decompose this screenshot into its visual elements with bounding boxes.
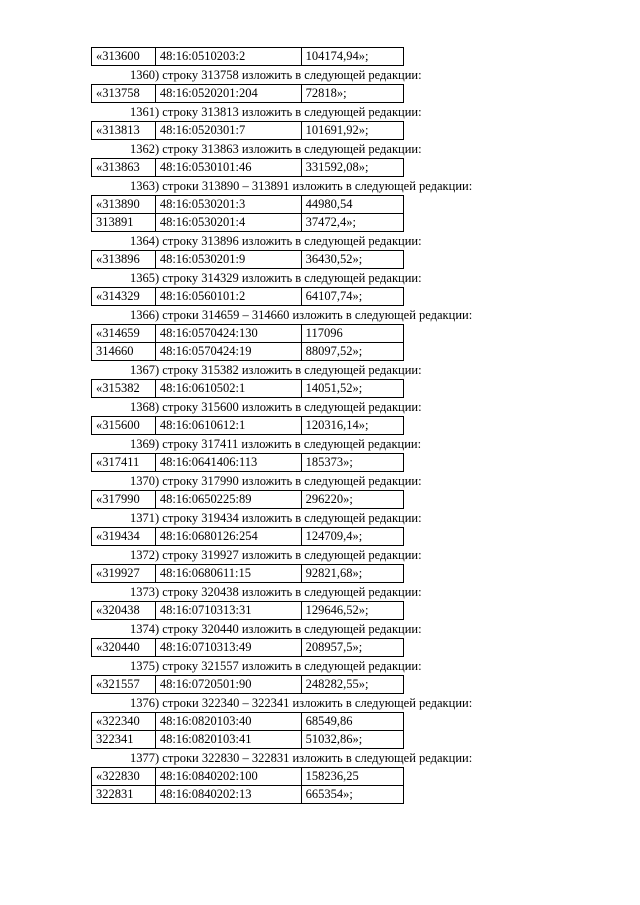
row-number-cell: «317411 (92, 454, 156, 472)
value-cell: 104174,94»; (301, 48, 403, 66)
cadastral-number-cell: 48:16:0520201:204 (155, 85, 301, 103)
table-row (92, 196, 404, 214)
register-table (91, 195, 404, 232)
cadastral-number-cell: 48:16:0530201:9 (155, 251, 301, 269)
table-row (92, 85, 404, 103)
row-number-cell: «313890 (92, 196, 156, 214)
value-cell: 14051,52»; (301, 380, 403, 398)
amendment-paragraph: 1367) строку 315382 изложить в следующей редакции: (130, 363, 422, 377)
row-number-cell: «322340 (92, 713, 156, 731)
table-row (92, 214, 404, 232)
cadastral-number-cell: 48:16:0680126:254 (155, 528, 301, 546)
cadastral-number-cell: 48:16:0530201:3 (155, 196, 301, 214)
value-cell: 185373»; (301, 454, 403, 472)
cadastral-number-cell: 48:16:0610612:1 (155, 417, 301, 435)
register-table (91, 84, 404, 103)
value-cell: 36430,52»; (301, 251, 403, 269)
amendment-paragraph: 1370) строку 317990 изложить в следующей редакции: (130, 474, 422, 488)
amendment-paragraph: 1375) строку 321557 изложить в следующей редакции: (130, 659, 422, 673)
row-number-cell: «314659 (92, 325, 156, 343)
row-number-cell: «315382 (92, 380, 156, 398)
amendment-paragraph: 1362) строку 313863 изложить в следующей редакции: (130, 142, 422, 156)
cadastral-number-cell: 48:16:0820103:40 (155, 713, 301, 731)
row-number-cell: 322831 (92, 786, 156, 804)
row-number-cell: «315600 (92, 417, 156, 435)
value-cell: 158236,25 (301, 768, 403, 786)
table-row (92, 713, 404, 731)
register-table (91, 379, 404, 398)
value-cell: 248282,55»; (301, 676, 403, 694)
table-row (92, 343, 404, 361)
value-cell: 37472,4»; (301, 214, 403, 232)
table-row (92, 380, 404, 398)
cadastral-number-cell: 48:16:0520301:7 (155, 122, 301, 140)
cadastral-number-cell: 48:16:0710313:49 (155, 639, 301, 657)
table-row (92, 731, 404, 749)
row-number-cell: «320438 (92, 602, 156, 620)
value-cell: 88097,52»; (301, 343, 403, 361)
amendment-paragraph: 1371) строку 319434 изложить в следующей редакции: (130, 511, 422, 525)
row-number-cell: 322341 (92, 731, 156, 749)
table-row (92, 676, 404, 694)
cadastral-number-cell: 48:16:0840202:100 (155, 768, 301, 786)
amendment-paragraph: 1364) строку 313896 изложить в следующей редакции: (130, 234, 422, 248)
table-row (92, 602, 404, 620)
cadastral-number-cell: 48:16:0650225:89 (155, 491, 301, 509)
amendment-paragraph: 1373) строку 320438 изложить в следующей редакции: (130, 585, 422, 599)
table-row (92, 768, 404, 786)
cadastral-number-cell: 48:16:0710313:31 (155, 602, 301, 620)
register-table (91, 638, 404, 657)
row-number-cell: «319434 (92, 528, 156, 546)
register-table (91, 324, 404, 361)
value-cell: 92821,68»; (301, 565, 403, 583)
row-number-cell: «313863 (92, 159, 156, 177)
row-number-cell: 313891 (92, 214, 156, 232)
amendment-paragraph: 1365) строку 314329 изложить в следующей редакции: (130, 271, 422, 285)
cadastral-number-cell: 48:16:0530101:46 (155, 159, 301, 177)
value-cell: 120316,14»; (301, 417, 403, 435)
register-table (91, 453, 404, 472)
cadastral-number-cell: 48:16:0680611:15 (155, 565, 301, 583)
amendment-paragraph: 1360) строку 313758 изложить в следующей редакции: (130, 68, 422, 82)
row-number-cell: «322830 (92, 768, 156, 786)
register-table (91, 416, 404, 435)
cadastral-number-cell: 48:16:0820103:41 (155, 731, 301, 749)
cadastral-number-cell: 48:16:0720501:90 (155, 676, 301, 694)
register-table (91, 675, 404, 694)
register-table (91, 712, 404, 749)
amendment-paragraph: 1368) строку 315600 изложить в следующей редакции: (130, 400, 422, 414)
row-number-cell: «321557 (92, 676, 156, 694)
register-table (91, 121, 404, 140)
row-number-cell: «319927 (92, 565, 156, 583)
amendment-paragraph: 1366) строки 314659 – 314660 изложить в следующей редакции: (130, 308, 473, 322)
value-cell: 101691,92»; (301, 122, 403, 140)
register-table (91, 601, 404, 620)
table-row (92, 288, 404, 306)
table-row (92, 491, 404, 509)
table-row (92, 528, 404, 546)
row-number-cell: 314660 (92, 343, 156, 361)
table-row (92, 786, 404, 804)
value-cell: 129646,52»; (301, 602, 403, 620)
amendment-paragraph: 1376) строки 322340 – 322341 изложить в следующей редакции: (130, 696, 473, 710)
row-number-cell: «313896 (92, 251, 156, 269)
value-cell: 44980,54 (301, 196, 403, 214)
value-cell: 64107,74»; (301, 288, 403, 306)
row-number-cell: «314329 (92, 288, 156, 306)
row-number-cell: «313813 (92, 122, 156, 140)
register-table (91, 287, 404, 306)
value-cell: 331592,08»; (301, 159, 403, 177)
value-cell: 51032,86»; (301, 731, 403, 749)
amendment-paragraph: 1363) строки 313890 – 313891 изложить в следующей редакции: (130, 179, 473, 193)
row-number-cell: «313600 (92, 48, 156, 66)
table-row (92, 122, 404, 140)
cadastral-number-cell: 48:16:0530201:4 (155, 214, 301, 232)
table-row (92, 325, 404, 343)
cadastral-number-cell: 48:16:0570424:19 (155, 343, 301, 361)
amendment-paragraph: 1377) строки 322830 – 322831 изложить в следующей редакции: (130, 751, 473, 765)
table-row (92, 159, 404, 177)
row-number-cell: «313758 (92, 85, 156, 103)
value-cell: 117096 (301, 325, 403, 343)
cadastral-number-cell: 48:16:0610502:1 (155, 380, 301, 398)
table-row (92, 454, 404, 472)
table-row (92, 639, 404, 657)
register-table (91, 490, 404, 509)
cadastral-number-cell: 48:16:0570424:130 (155, 325, 301, 343)
register-table (91, 767, 404, 804)
value-cell: 72818»; (301, 85, 403, 103)
cadastral-number-cell: 48:16:0641406:113 (155, 454, 301, 472)
register-table (91, 250, 404, 269)
row-number-cell: «320440 (92, 639, 156, 657)
cadastral-number-cell: 48:16:0560101:2 (155, 288, 301, 306)
table-row (92, 417, 404, 435)
document-body (91, 47, 551, 804)
register-table (91, 158, 404, 177)
cadastral-number-cell: 48:16:0840202:13 (155, 786, 301, 804)
amendment-paragraph: 1372) строку 319927 изложить в следующей редакции: (130, 548, 422, 562)
value-cell: 68549,86 (301, 713, 403, 731)
register-table (91, 564, 404, 583)
register-table (91, 527, 404, 546)
value-cell: 124709,4»; (301, 528, 403, 546)
register-table (91, 47, 404, 66)
value-cell: 208957,5»; (301, 639, 403, 657)
table-row (92, 251, 404, 269)
table-row (92, 565, 404, 583)
table-row (92, 48, 404, 66)
value-cell: 296220»; (301, 491, 403, 509)
cadastral-number-cell: 48:16:0510203:2 (155, 48, 301, 66)
value-cell: 665354»; (301, 786, 403, 804)
amendment-paragraph: 1361) строку 313813 изложить в следующей редакции: (130, 105, 422, 119)
amendment-paragraph: 1369) строку 317411 изложить в следующей редакции: (130, 437, 422, 451)
amendment-paragraph: 1374) строку 320440 изложить в следующей редакции: (130, 622, 422, 636)
row-number-cell: «317990 (92, 491, 156, 509)
